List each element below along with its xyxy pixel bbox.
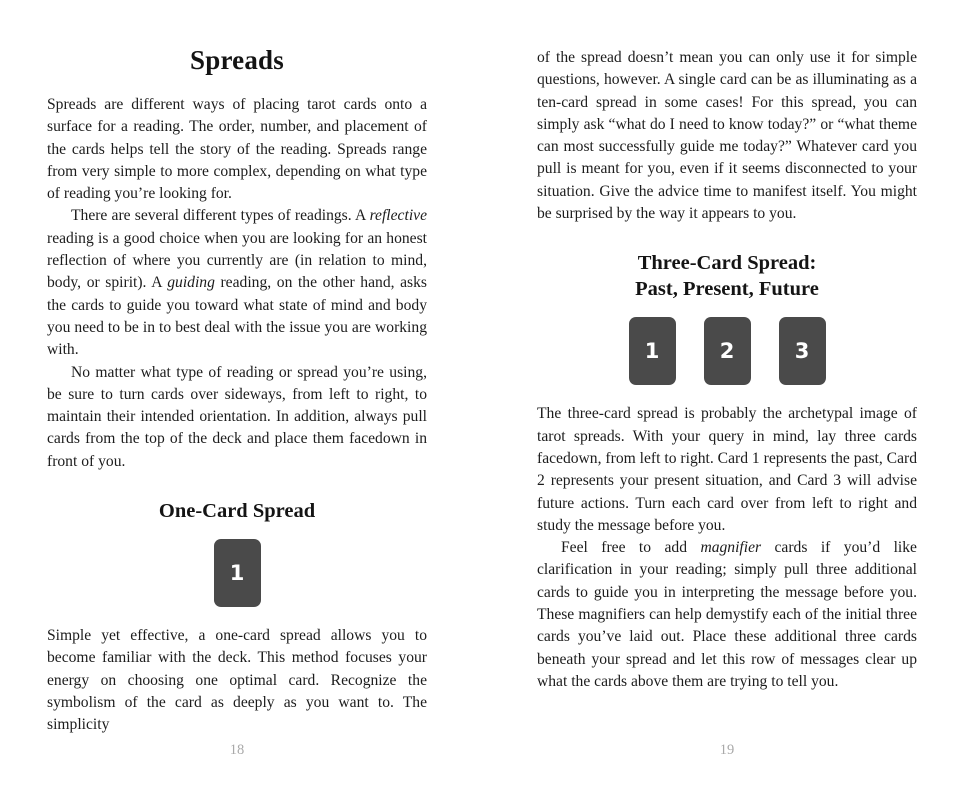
- page-left: [47, 0, 427, 800]
- page-number-right: 19: [719, 742, 735, 758]
- card-number-label: 3: [794, 339, 810, 364]
- right-page-body: [537, 0, 917, 693]
- section-heading-one-card-spread: One-Card Spread: [158, 500, 316, 523]
- paragraph: There are several different types of readings. A reflective reading is a good choice when you are looking for an honest reflection of where you currently are (in relation to mind, body, or spirit). A guiding reading, on the other hand, asks the cards to guide you toward what state of mind and body you need to be in to best deal with the issue you are working with.: [47, 207, 427, 359]
- tarot-card: [214, 539, 261, 607]
- section-heading-three-card-spread: [537, 250, 917, 302]
- paragraph: No matter what type of reading or spread you’re using, be sure to turn cards over sideways, from left to right, to maintain their intended orientation. In addition, always pull cards from the top of the deck and place them facedown in front of you.: [47, 363, 427, 470]
- tarot-card: [779, 317, 826, 385]
- paragraph: of the spread doesn’t mean you can only use it for simple questions, however. A single card can be as illuminating as a ten-card spread in some cases! For this spread, you can simply ask “what do I need to know today?” or “what theme can most successfully guide me today?” Whatever card you pull is meant for you, even if it seems disconnected to your situation. Give the advice time to manifest itself. You might be surprised by the way it appears to you.: [537, 49, 917, 223]
- card-number-label: 2: [719, 339, 735, 364]
- paragraph: Simple yet effective, a one-card spread allows you to become familiar with the deck. This method focuses your energy on choosing one optimal card. Recognize the symbolism of the card as deeply as you want to. The simplicity: [47, 627, 427, 734]
- paragraph: Spreads are different ways of placing tarot cards onto a surface for a reading. The order, number, and placement of the cards helps tell the story of the reading. Spreads range from very simple to more complex, depending on what type of reading you’re looking for.: [47, 96, 427, 203]
- page-right: [537, 0, 917, 800]
- paragraph: The three-card spread is probably the archetypal image of tarot spreads. With your query in mind, lay three cards facedown, from left to right. Card 1 represents the past, Card 2 represents your present situation, and Card 3 will advise future actions. Turn each card over from left to right and study the message before you.: [537, 405, 917, 534]
- card-number-label: 1: [229, 561, 245, 586]
- one-card-spread-diagram: [47, 539, 427, 607]
- card-number-label: 1: [644, 339, 660, 364]
- heading-line-1: Three-Card Spread:: [637, 252, 817, 275]
- chapter-title: Spreads: [190, 45, 284, 75]
- left-page-body: [47, 94, 427, 737]
- tarot-card: [629, 317, 676, 385]
- tarot-card: [704, 317, 751, 385]
- three-card-spread-diagram: [537, 317, 917, 385]
- paragraph: Feel free to add magnifier cards if you’d like clarification in your reading; simply pull three additional cards to guide you in interpreting the message before you. These magnifiers can help demystify each of the initial three cards you’ve laid out. Place these additional three cards beneath your spread and let this row of messages clear up what the cards above them are trying to tell you.: [537, 539, 917, 690]
- page-number-left: 18: [229, 742, 245, 758]
- heading-line-2: Past, Present, Future: [635, 278, 819, 301]
